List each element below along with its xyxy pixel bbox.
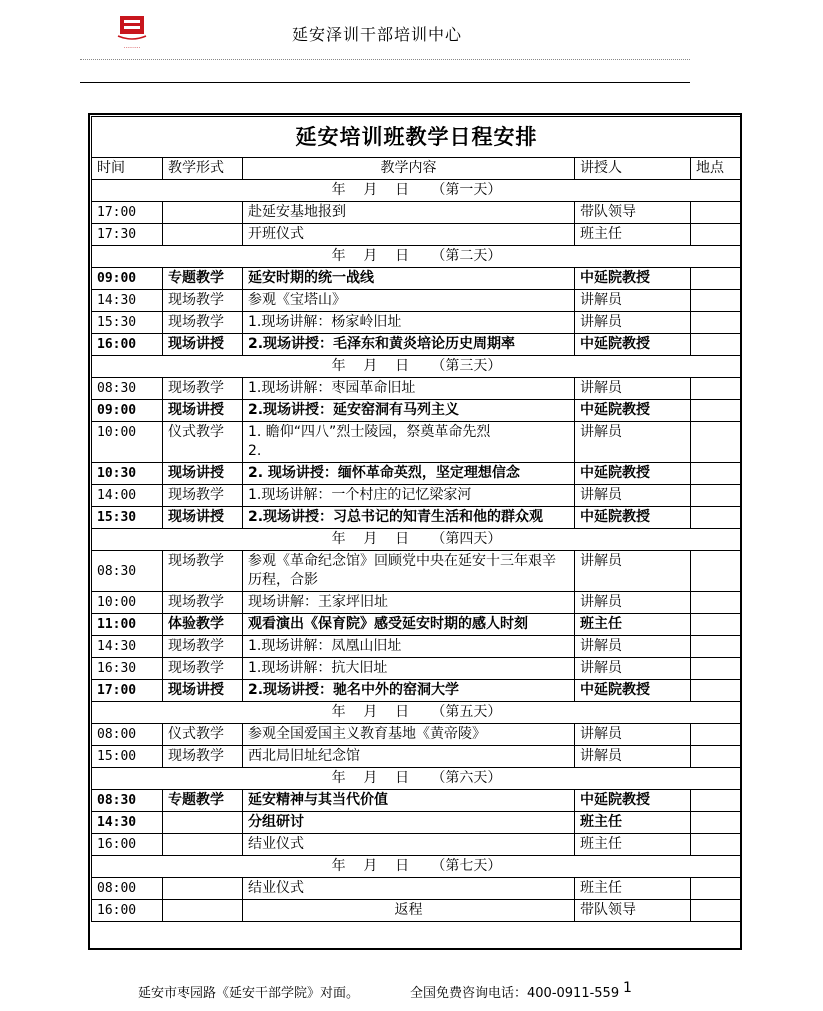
lecturer-cell: 班主任 bbox=[575, 812, 691, 834]
time-cell: 17:00 bbox=[92, 202, 163, 224]
schedule-row bbox=[92, 658, 742, 680]
content-cell: 赴延安基地报到 bbox=[243, 202, 575, 224]
content-cell: 2. 现场讲授：缅怀革命英烈，坚定理想信念 bbox=[243, 463, 575, 485]
content-cell: 现场讲解：王家坪旧址 bbox=[243, 592, 575, 614]
schedule-row bbox=[92, 378, 742, 400]
lecturer-cell: 讲解员 bbox=[575, 592, 691, 614]
form-cell: 现场教学 bbox=[163, 378, 243, 400]
schedule-row bbox=[92, 507, 742, 529]
schedule-row bbox=[92, 790, 742, 812]
lecturer-cell: 带队领导 bbox=[575, 202, 691, 224]
schedule-row bbox=[92, 422, 742, 463]
content-cell: 1.现场讲解：凤凰山旧址 bbox=[243, 636, 575, 658]
lecturer-cell: 中延院教授 bbox=[575, 463, 691, 485]
table-title-row bbox=[92, 117, 742, 158]
column-header-lecturer: 讲授人 bbox=[575, 158, 691, 180]
day-header-row bbox=[92, 180, 742, 202]
time-cell: 08:30 bbox=[92, 551, 163, 592]
time-cell: 09:00 bbox=[92, 400, 163, 422]
content-cell: 1.现场讲解：枣园革命旧址 bbox=[243, 378, 575, 400]
lecturer-cell: 班主任 bbox=[575, 878, 691, 900]
place-cell bbox=[691, 724, 742, 746]
place-cell bbox=[691, 290, 742, 312]
schedule-row bbox=[92, 268, 742, 290]
day-header bbox=[92, 856, 742, 878]
svg-text:·········: ········· bbox=[123, 45, 141, 52]
form-cell: 仪式教学 bbox=[163, 422, 243, 463]
place-cell bbox=[691, 334, 742, 356]
day-header-row bbox=[92, 702, 742, 724]
place-cell bbox=[691, 834, 742, 856]
page-number: 1 bbox=[623, 980, 632, 996]
day-header bbox=[92, 768, 742, 790]
form-cell bbox=[163, 900, 243, 922]
place-cell bbox=[691, 400, 742, 422]
form-cell: 现场讲授 bbox=[163, 463, 243, 485]
lecturer-cell: 中延院教授 bbox=[575, 507, 691, 529]
lecturer-cell: 中延院教授 bbox=[575, 268, 691, 290]
schedule-row bbox=[92, 592, 742, 614]
content-cell: 延安精神与其当代价值 bbox=[243, 790, 575, 812]
lecturer-cell: 中延院教授 bbox=[575, 790, 691, 812]
place-cell bbox=[691, 658, 742, 680]
form-cell: 现场讲授 bbox=[163, 680, 243, 702]
content-cell: 结业仪式 bbox=[243, 878, 575, 900]
day-header-row bbox=[92, 529, 742, 551]
time-cell: 14:30 bbox=[92, 812, 163, 834]
header-dotted-rule bbox=[80, 59, 690, 60]
lecturer-cell: 带队领导 bbox=[575, 900, 691, 922]
lecturer-cell: 讲解员 bbox=[575, 312, 691, 334]
lecturer-cell: 班主任 bbox=[575, 834, 691, 856]
place-cell bbox=[691, 790, 742, 812]
day-header-row bbox=[92, 246, 742, 268]
day-header-text: 年 月 日 （第二天） bbox=[331, 248, 502, 264]
time-cell: 16:00 bbox=[92, 900, 163, 922]
company-logo bbox=[108, 14, 156, 54]
time-cell: 10:00 bbox=[92, 592, 163, 614]
day-header bbox=[92, 246, 742, 268]
lecturer-cell: 班主任 bbox=[575, 224, 691, 246]
content-cell: 1. 瞻仰“四八”烈士陵园，祭奠革命先烈 2. bbox=[243, 422, 575, 463]
form-cell: 体验教学 bbox=[163, 614, 243, 636]
place-cell bbox=[691, 485, 742, 507]
time-cell: 14:00 bbox=[92, 485, 163, 507]
schedule-row bbox=[92, 551, 742, 592]
place-cell bbox=[691, 680, 742, 702]
form-cell: 现场教学 bbox=[163, 290, 243, 312]
content-cell: 2.现场讲授：驰名中外的窑洞大学 bbox=[243, 680, 575, 702]
header-solid-rule bbox=[80, 82, 690, 83]
form-cell bbox=[163, 202, 243, 224]
lecturer-cell: 讲解员 bbox=[575, 658, 691, 680]
form-cell: 现场教学 bbox=[163, 551, 243, 592]
place-cell bbox=[691, 378, 742, 400]
time-cell: 16:30 bbox=[92, 658, 163, 680]
lecturer-cell: 讲解员 bbox=[575, 636, 691, 658]
lecturer-cell: 讲解员 bbox=[575, 422, 691, 463]
table-header-row bbox=[92, 158, 742, 180]
place-cell bbox=[691, 422, 742, 463]
form-cell: 仪式教学 bbox=[163, 724, 243, 746]
lecturer-cell: 讲解员 bbox=[575, 551, 691, 592]
place-cell bbox=[691, 878, 742, 900]
schedule-row bbox=[92, 746, 742, 768]
form-cell bbox=[163, 812, 243, 834]
time-cell: 17:30 bbox=[92, 224, 163, 246]
schedule-row bbox=[92, 312, 742, 334]
form-cell: 现场教学 bbox=[163, 485, 243, 507]
time-cell: 16:00 bbox=[92, 834, 163, 856]
day-header-text: 年 月 日 （第一天） bbox=[331, 182, 502, 198]
place-cell bbox=[691, 312, 742, 334]
time-cell: 14:30 bbox=[92, 636, 163, 658]
footer-phone: 全国免费咨询电话：400-0911-559 bbox=[410, 986, 620, 1001]
lecturer-cell: 中延院教授 bbox=[575, 400, 691, 422]
time-cell: 14:30 bbox=[92, 290, 163, 312]
time-cell: 08:30 bbox=[92, 790, 163, 812]
time-cell: 15:00 bbox=[92, 746, 163, 768]
schedule-row bbox=[92, 463, 742, 485]
content-cell: 结业仪式 bbox=[243, 834, 575, 856]
form-cell bbox=[163, 878, 243, 900]
form-cell: 专题教学 bbox=[163, 790, 243, 812]
form-cell: 现场教学 bbox=[163, 636, 243, 658]
place-cell bbox=[691, 507, 742, 529]
day-header-row bbox=[92, 856, 742, 878]
schedule-row bbox=[92, 290, 742, 312]
place-cell bbox=[691, 202, 742, 224]
place-cell bbox=[691, 812, 742, 834]
content-cell: 2.现场讲授：习总书记的知青生活和他的群众观 bbox=[243, 507, 575, 529]
form-cell bbox=[163, 224, 243, 246]
form-cell: 专题教学 bbox=[163, 268, 243, 290]
schedule-row bbox=[92, 485, 742, 507]
schedule-row bbox=[92, 224, 742, 246]
schedule-table bbox=[91, 116, 742, 922]
time-cell: 16:00 bbox=[92, 334, 163, 356]
footer-address: 延安市枣园路《延安干部学院》对面。 bbox=[138, 986, 360, 1001]
day-header-text: 年 月 日 （第六天） bbox=[331, 770, 502, 786]
time-cell: 09:00 bbox=[92, 268, 163, 290]
place-cell bbox=[691, 224, 742, 246]
schedule-row bbox=[92, 724, 742, 746]
schedule-row bbox=[92, 812, 742, 834]
time-cell: 10:00 bbox=[92, 422, 163, 463]
column-header-content: 教学内容 bbox=[243, 158, 575, 180]
header-title: 延安泽训干部培训中心 bbox=[292, 25, 463, 44]
time-cell: 10:30 bbox=[92, 463, 163, 485]
schedule-row bbox=[92, 878, 742, 900]
day-header bbox=[92, 529, 742, 551]
place-cell bbox=[691, 551, 742, 592]
content-cell: 1.现场讲解：抗大旧址 bbox=[243, 658, 575, 680]
schedule-row bbox=[92, 680, 742, 702]
content-cell: 1.现场讲解：一个村庄的记忆梁家河 bbox=[243, 485, 575, 507]
form-cell: 现场讲授 bbox=[163, 507, 243, 529]
schedule-row bbox=[92, 400, 742, 422]
day-header-row bbox=[92, 356, 742, 378]
day-header-row bbox=[92, 768, 742, 790]
content-cell: 参观《革命纪念馆》回顾党中央在延安十三年艰辛历程，合影 bbox=[243, 551, 575, 592]
place-cell bbox=[691, 268, 742, 290]
lecturer-cell: 班主任 bbox=[575, 614, 691, 636]
time-cell: 08:00 bbox=[92, 724, 163, 746]
schedule-row bbox=[92, 614, 742, 636]
content-cell: 2.现场讲授：延安窑洞有马列主义 bbox=[243, 400, 575, 422]
day-header-text: 年 月 日 （第五天） bbox=[331, 704, 502, 720]
time-cell: 08:30 bbox=[92, 378, 163, 400]
day-header-text: 年 月 日 （第七天） bbox=[331, 858, 502, 874]
form-cell: 现场教学 bbox=[163, 592, 243, 614]
time-cell: 15:30 bbox=[92, 507, 163, 529]
lecturer-cell: 讲解员 bbox=[575, 724, 691, 746]
content-cell: 观看演出《保育院》感受延安时期的感人时刻 bbox=[243, 614, 575, 636]
content-cell: 返程 bbox=[243, 900, 575, 922]
form-cell: 现场教学 bbox=[163, 746, 243, 768]
schedule-row bbox=[92, 900, 742, 922]
place-cell bbox=[691, 463, 742, 485]
place-cell bbox=[691, 636, 742, 658]
content-cell: 延安时期的统一战线 bbox=[243, 268, 575, 290]
day-header bbox=[92, 356, 742, 378]
form-cell: 现场讲授 bbox=[163, 334, 243, 356]
place-cell bbox=[691, 614, 742, 636]
form-cell bbox=[163, 834, 243, 856]
content-cell: 参观全国爱国主义教育基地《黄帝陵》 bbox=[243, 724, 575, 746]
schedule-row bbox=[92, 834, 742, 856]
lecturer-cell: 讲解员 bbox=[575, 290, 691, 312]
day-header-text: 年 月 日 （第四天） bbox=[331, 531, 502, 547]
content-cell: 西北局旧址纪念馆 bbox=[243, 746, 575, 768]
column-header-time: 时间 bbox=[92, 158, 163, 180]
column-header-form: 教学形式 bbox=[163, 158, 243, 180]
time-cell: 15:30 bbox=[92, 312, 163, 334]
place-cell bbox=[691, 592, 742, 614]
content-cell: 分组研讨 bbox=[243, 812, 575, 834]
lecturer-cell: 讲解员 bbox=[575, 485, 691, 507]
form-cell: 现场教学 bbox=[163, 312, 243, 334]
table-title: 延安培训班教学日程安排 bbox=[92, 117, 742, 158]
lecturer-cell: 中延院教授 bbox=[575, 680, 691, 702]
day-header bbox=[92, 702, 742, 724]
time-cell: 17:00 bbox=[92, 680, 163, 702]
place-cell bbox=[691, 900, 742, 922]
day-header-text: 年 月 日 （第三天） bbox=[331, 358, 502, 374]
content-cell: 1.现场讲解：杨家岭旧址 bbox=[243, 312, 575, 334]
place-cell bbox=[691, 746, 742, 768]
schedule-row bbox=[92, 202, 742, 224]
time-cell: 11:00 bbox=[92, 614, 163, 636]
content-cell: 2.现场讲授：毛泽东和黄炎培论历史周期率 bbox=[243, 334, 575, 356]
day-header bbox=[92, 180, 742, 202]
time-cell: 08:00 bbox=[92, 878, 163, 900]
lecturer-cell: 中延院教授 bbox=[575, 334, 691, 356]
schedule-row bbox=[92, 334, 742, 356]
content-cell: 参观《宝塔山》 bbox=[243, 290, 575, 312]
content-cell: 开班仪式 bbox=[243, 224, 575, 246]
schedule-row bbox=[92, 636, 742, 658]
column-header-place: 地点 bbox=[691, 158, 742, 180]
form-cell: 现场教学 bbox=[163, 658, 243, 680]
lecturer-cell: 讲解员 bbox=[575, 378, 691, 400]
lecturer-cell: 讲解员 bbox=[575, 746, 691, 768]
form-cell: 现场讲授 bbox=[163, 400, 243, 422]
